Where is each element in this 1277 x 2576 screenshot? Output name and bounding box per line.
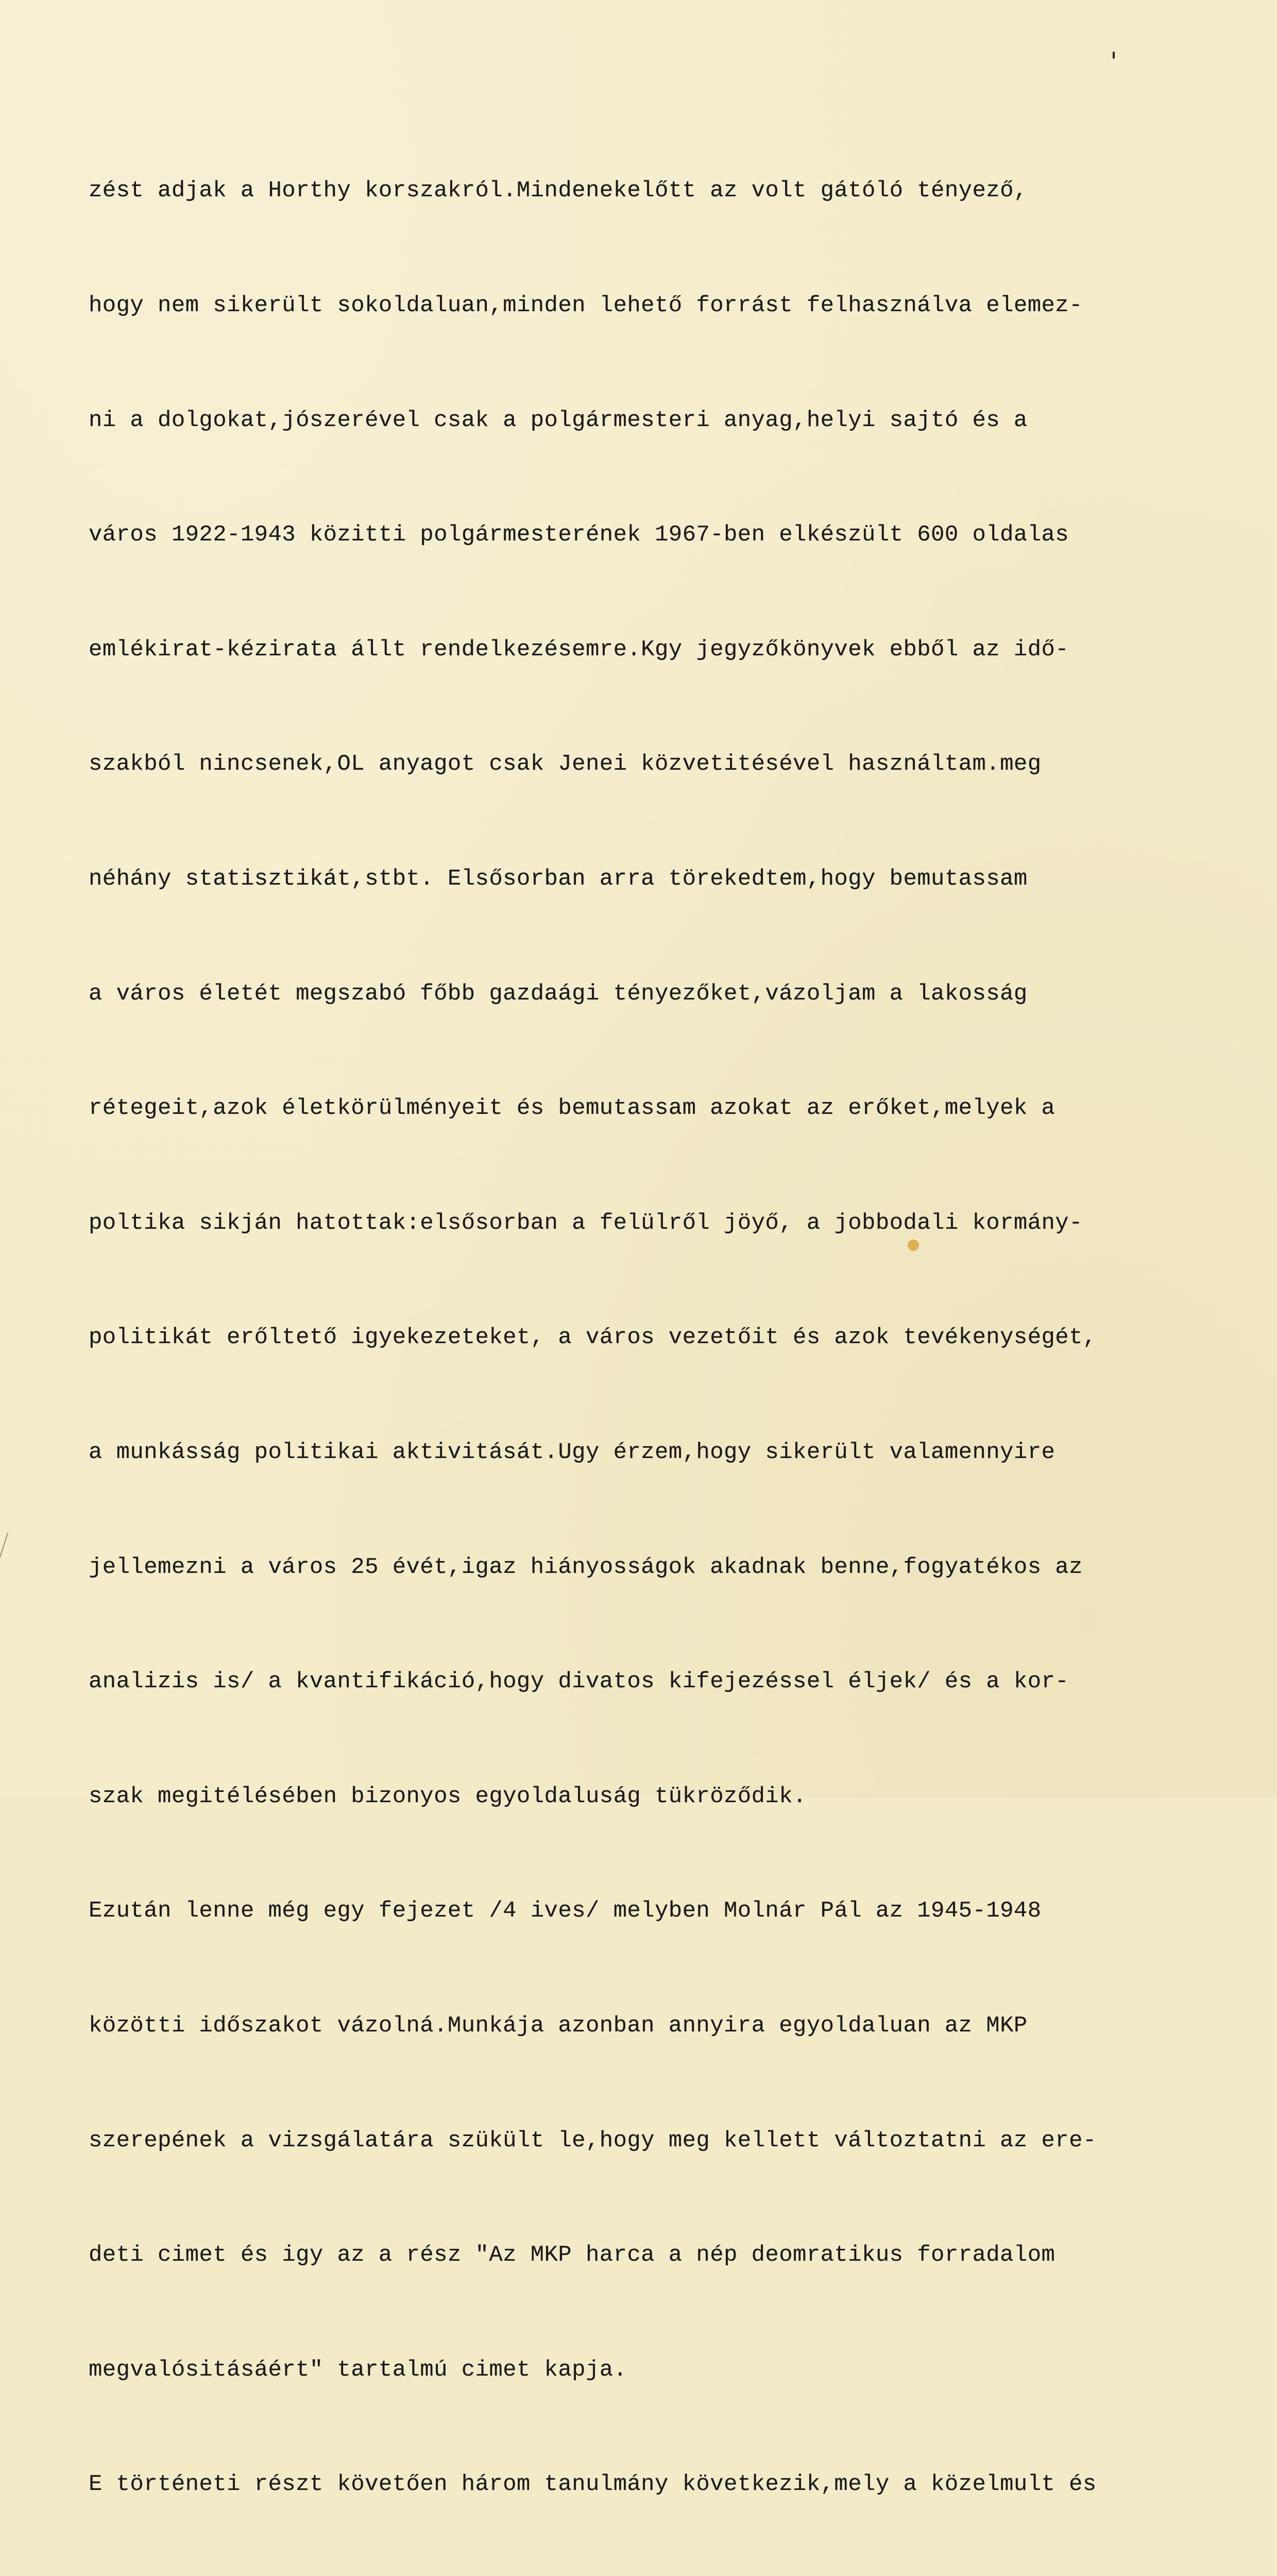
text-line: zést adjak a Horthy korszakról.Mindenekelőtt az volt gátóló tényező, <box>89 178 1028 204</box>
text-line: poltika sikján hatottak:elsősorban a felülről jöyő, a jobbodali kormány- <box>89 1210 1083 1236</box>
text-line: Ezután lenne még egy fejezet /4 ives/ melyben Molnár Pál az 1945-1948 <box>89 1898 1042 1924</box>
text-line: szerepének a vizsgálatára szükült le,hogy meg kellett változtatni az ere- <box>89 2127 1097 2154</box>
text-line: város 1922-1943 közitti polgármesterének 1967-ben elkészült 600 oldalas <box>89 522 1069 548</box>
text-line: közötti időszakot vázolná.Munkája azonban annyira egyoldaluan az MKP <box>89 2012 1028 2039</box>
text-line: a munkásság politikai aktivitását.Ugy érzem,hogy sikerült valamennyire <box>89 1439 1055 1465</box>
text-line: E történeti részt követően három tanulmány következik,mely a közelmult és <box>89 2471 1097 2498</box>
text-line: politikát erőltető igyekezeteket, a város vezetőit és azok tevékenységét, <box>89 1325 1097 1351</box>
text-line: néhány statisztikát,stbt. Elsősorban arra törekedtem,hogy bemutassam <box>89 866 1028 892</box>
text-line: analizis is/ a kvantifikáció,hogy divatos kifejezéssel éljek/ és a kor- <box>89 1669 1069 1695</box>
text-line: deti cimet és igy az a rész "Az MKP harca a nép deomratikus forradalom <box>89 2242 1055 2268</box>
text-line: a város életét megszabó főbb gazdaági tényezőket,vázoljam a lakosság <box>89 980 1028 1007</box>
text-line: rétegeit,azok életkörülményeit és bemutassam azokat az erőket,melyek a <box>89 1095 1055 1122</box>
text-line: szak megitélésében bizonyos egyoldaluság tükröződik. <box>89 1783 807 1809</box>
text-line: hogy nem sikerült sokoldaluan,minden lehető forrást felhasználva elemez- <box>89 293 1083 318</box>
text-line: emlékirat-kézirata állt rendelkezésemre.Kgy jegyzőkönyvek ebből az idő- <box>89 636 1069 663</box>
letter-body <box>89 95 1242 2576</box>
text-line: megvalósitásáért" tartalmú cimet kapja. <box>89 2357 627 2383</box>
ink-dot <box>1113 52 1115 59</box>
margin-mark <box>0 1533 28 1569</box>
text-line: szakból nincsenek,OL anyagot csak Jenei közvetitésével használtam.meg <box>89 751 1042 777</box>
text-line: jellemezni a város 25 évét,igaz hiányosságok akadnak benne,fogyatékos az <box>89 1554 1083 1580</box>
text-line: ni a dolgokat,jószerével csak a polgármesteri anyag,helyi sajtó és a <box>89 407 1028 433</box>
